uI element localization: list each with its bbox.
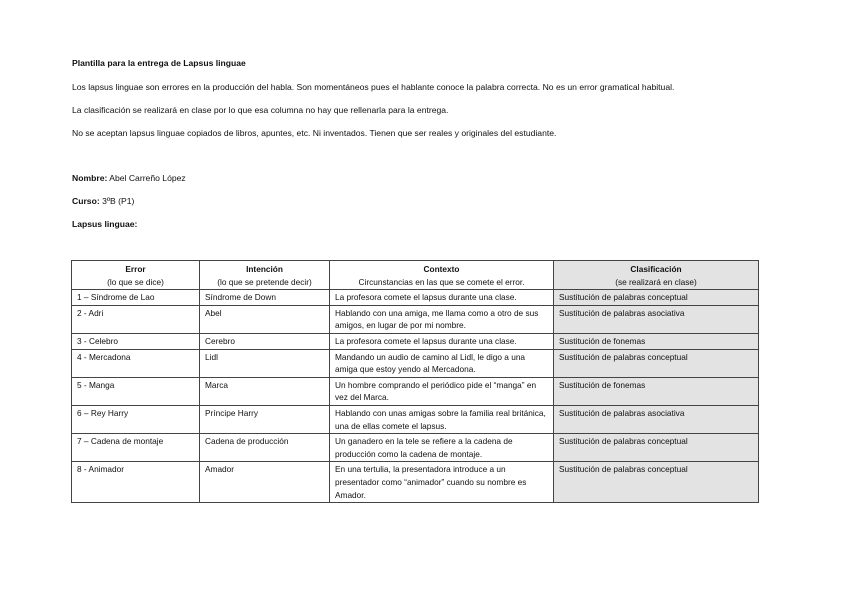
cell-intencion: Síndrome de Down [200, 290, 330, 306]
header-title: Intención [246, 264, 283, 274]
doc-paragraph-3: No se aceptan lapsus linguae copiados de libros, apuntes, etc. Ni inventados. Tienen que ser reales y originales del estudiante. [72, 128, 557, 138]
cell-error: 2 - Adri [72, 305, 200, 333]
table-row [72, 377, 759, 405]
table-row [72, 349, 759, 377]
cell-clasificacion: Sustitución de fonemas [554, 377, 759, 405]
header-title: Clasificación [630, 264, 682, 274]
curso-value: 3ºB (P1) [102, 196, 135, 206]
cell-contexto: La profesora comete el lapsus durante una clase. [330, 290, 554, 306]
cell-error: 4 - Mercadona [72, 349, 200, 377]
doc-paragraph-1: Los lapsus linguae son errores en la producción del habla. Son momentáneos pues el hablante conoce la palabra correcta. No es un error gramatical habitual. [72, 82, 675, 92]
cell-error: 3 - Celebro [72, 333, 200, 349]
cell-error: 5 - Manga [72, 377, 200, 405]
table-row [72, 333, 759, 349]
cell-intencion: Abel [200, 305, 330, 333]
cell-error: 6 – Rey Harry [72, 405, 200, 433]
cell-error: 8 - Animador [72, 462, 200, 503]
nombre-line [72, 173, 186, 183]
cell-clasificacion: Sustitución de palabras conceptual [554, 349, 759, 377]
cell-intencion: Cadena de producción [200, 434, 330, 462]
table-row [72, 405, 759, 433]
cell-contexto: La profesora comete el lapsus durante una clase. [330, 333, 554, 349]
header-clasificacion [554, 261, 759, 290]
header-error [72, 261, 200, 290]
header-subtitle: (se realizará en clase) [615, 276, 697, 287]
header-subtitle: (lo que se pretende decir) [217, 276, 312, 287]
cell-intencion: Príncipe Harry [200, 405, 330, 433]
table-row [72, 290, 759, 306]
header-contexto [330, 261, 554, 290]
cell-clasificacion: Sustitución de palabras asociativa [554, 305, 759, 333]
cell-clasificacion: Sustitución de palabras asociativa [554, 405, 759, 433]
table-row [72, 462, 759, 503]
cell-contexto: Hablando con unas amigas sobre la familia real británica, una de ellas comete el lapsus. [330, 405, 554, 433]
cell-intencion: Cerebro [200, 333, 330, 349]
nombre-value: Abel Carreño López [109, 173, 186, 183]
cell-contexto: Un ganadero en la tele se refiere a la cadena de producción como la cadena de montaje. [330, 434, 554, 462]
doc-title: Plantilla para la entrega de Lapsus linguae [72, 58, 246, 68]
cell-error: 1 – Síndrome de Lao [72, 290, 200, 306]
lapsus-label: Lapsus linguae: [72, 219, 138, 229]
cell-contexto: En una tertulia, la presentadora introduce a un presentador como “animador” cuando su nombre es Amador. [330, 462, 554, 503]
nombre-label: Nombre: [72, 173, 108, 183]
doc-paragraph-2: La clasificación se realizará en clase por lo que esa columna no hay que rellenarla para la entrega. [72, 105, 449, 115]
cell-error: 7 – Cadena de montaje [72, 434, 200, 462]
curso-line [72, 196, 134, 206]
table-row [72, 434, 759, 462]
cell-clasificacion: Sustitución de fonemas [554, 333, 759, 349]
cell-clasificacion: Sustitución de palabras conceptual [554, 462, 759, 503]
header-subtitle: (lo que se dice) [107, 276, 164, 287]
curso-label: Curso: [72, 196, 100, 206]
cell-intencion: Amador [200, 462, 330, 503]
header-title: Error [125, 264, 146, 274]
table-row [72, 305, 759, 333]
lapsus-table [71, 260, 759, 503]
cell-intencion: Marca [200, 377, 330, 405]
header-title: Contexto [423, 264, 460, 274]
header-intencion [200, 261, 330, 290]
cell-contexto: Hablando con una amiga, me llama como a otro de sus amigos, en lugar de por mi nombre. [330, 305, 554, 333]
cell-contexto: Mandando un audio de camino al Lidl, le digo a una amiga que estoy yendo al Mercadona. [330, 349, 554, 377]
cell-clasificacion: Sustitución de palabras conceptual [554, 290, 759, 306]
cell-clasificacion: Sustitución de palabras conceptual [554, 434, 759, 462]
table-header-row [72, 261, 759, 290]
cell-intencion: Lidl [200, 349, 330, 377]
cell-contexto: Un hombre comprando el periódico pide el “manga” en vez del Marca. [330, 377, 554, 405]
header-subtitle: Circunstancias en las que se comete el error. [358, 276, 525, 287]
